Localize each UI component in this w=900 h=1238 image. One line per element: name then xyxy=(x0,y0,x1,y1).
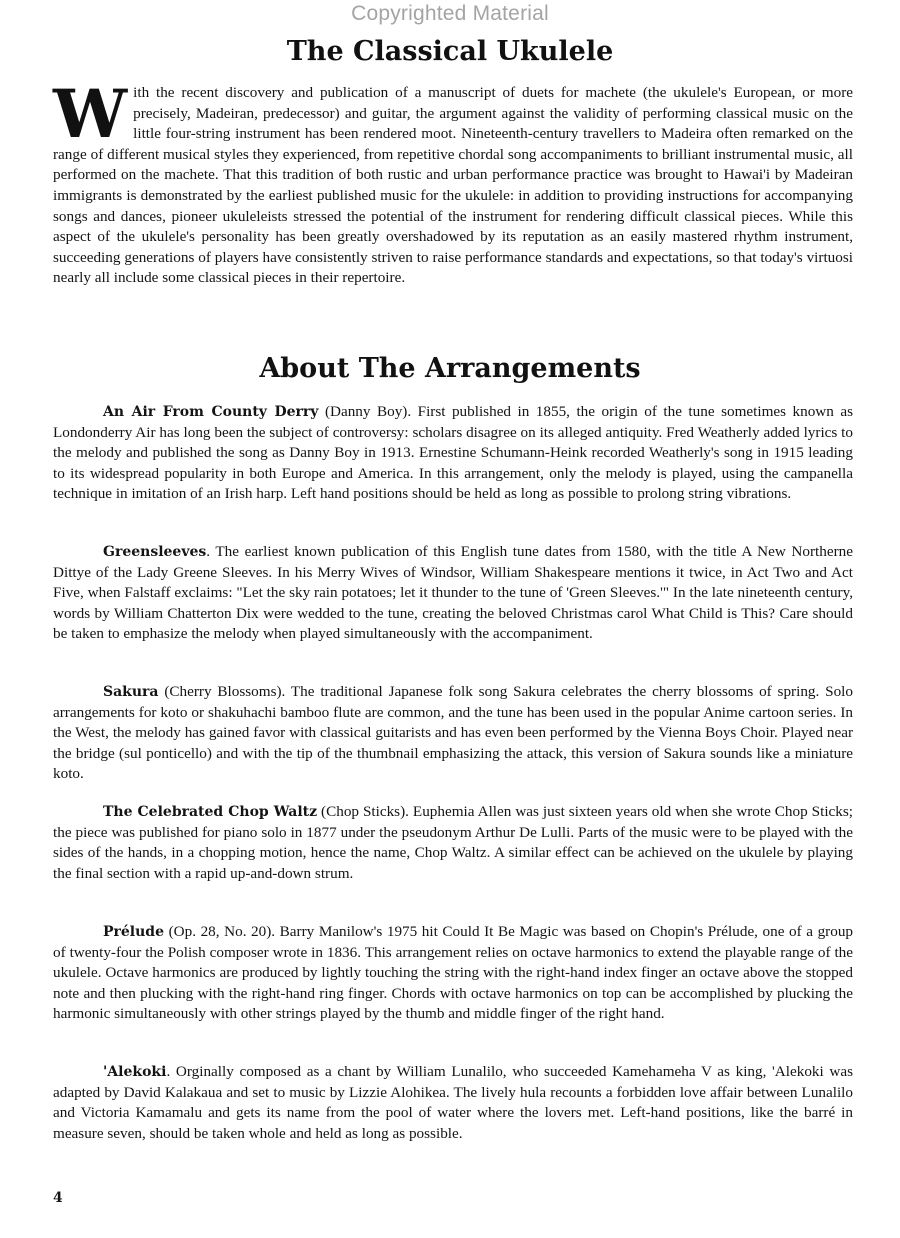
arrangement-text: (Op. 28, No. 20). Barry Manilow's 1975 hit Could It Be Magic was based on Chopin's Prélude, one of a group of twenty-four the Polish composer wrote in 1836. This arrangement relies on octave harmonics to extend the playable range of the ukulele. Octave harmonics are produced by lightly touching the string with the right-hand index finger an octave above the stopped note and then plucking with the right-hand ring finger. Chords with octave harmonics on top can be accomplished by plucking the harmonic simultaneously with other strings played by the thumb and middle finger of the right hand. xyxy=(53,923,854,1023)
arrangement-paragraph xyxy=(53,802,853,884)
arrangement-text: . The earliest known publication of this English tune dates from 1580, with the title A New Northerne Dittye of the Lady Greene Sleeves. In his Merry Wives of Windsor, William Shakespeare mentions it twice, in Act Two and Act Five, when Falstaff exclaims: "Let the sky rain potatoes; let it thunder to the tune of 'Green Sleeves.'" In the late nineteenth century, words by William Chatterton Dix were wedded to the tune, creating the beloved Christmas carol What Child is This? Care should be taken to emphasize the melody when played simultaneously with the accompaniment. xyxy=(53,543,853,643)
arrangement-paragraph xyxy=(53,402,853,505)
arrangement-text: (Danny Boy). First published in 1855, the origin of the tune sometimes known as Londonderry Air has long been the subject of controversy: scholars disagree on its alleged antiquity. Fred Weatherly added lyrics to the melody and published the song as Danny Boy in 1913. Ernestine Schumann-Heink recorded Weatherly's song in 1915 leading to its widespread popularity in both Europe and America. In this arrangement, only the melody is played, using the campanella technique in imitation of an Irish harp. Left hand positions should be held as long as possible to prolong string vibrations. xyxy=(53,403,853,503)
arrangement-name: Greensleeves xyxy=(103,544,207,560)
arrangement-text: (Chop Sticks). Euphemia Allen was just sixteen years old when she wrote Chop Sticks; the piece was published for piano solo in 1877 under the pseudonym Arthur De Lulli. Parts of the music were to be played with the sides of the hands, in a chopping motion, hence the name, Chop Waltz. A similar effect can be achieved on the ukulele by playing the final section with a rapid up-and-down strum. xyxy=(53,803,853,882)
arrangement-paragraph xyxy=(53,922,853,1025)
drop-cap: W xyxy=(53,75,128,153)
arrangement-text: (Cherry Blossoms). The traditional Japanese folk song Sakura celebrates the cherry blossoms of spring. Solo arrangements for koto or shakuhachi bamboo flute are common, and the tune has been used in the popular Anime cartoon series. In the West, the melody has gained favor with classical guitarists and has even been performed by the Vienna Boys Choir. Played near the bridge (sul ponticello) and with the tip of the thumbnail emphasizing the attack, this version of Sakura sounds like a miniature koto. xyxy=(53,683,853,783)
arrangement-name: Prélude xyxy=(103,924,165,940)
copyright-watermark: Copyrighted Material xyxy=(351,2,549,25)
intro-paragraph xyxy=(53,75,853,289)
section-title-arrangements: About The Arrangements xyxy=(259,353,641,384)
arrangement-name: Sakura xyxy=(103,684,159,700)
arrangement-paragraph xyxy=(53,542,853,645)
arrangement-name: 'Alekoki xyxy=(103,1064,167,1080)
intro-text: ith the recent discovery and publication of a manuscript of duets for machete (the ukulele's European, or more precisely, Madeiran, predecessor) and guitar, the argument against the validity of performing classical music on the little four-string instrument has been rendered moot. Nineteenth-century travellers to Madeira often remarked on the range of different musical styles they experienced, from repetitive chordal song accompaniments to brilliant instrumental music, all performed on the machete. That this tradition of both rustic and urban performance practice was brought to Hawai'i by Madeiran immigrants is demonstrated by the earliest published music for the ukulele: in addition to providing instructions for accompanying songs and dances, pioneer ukuleleists stressed the potential of the instrument for rendering difficult classical pieces. While this aspect of the ukulele's personality has been greatly overshadowed by its reputation as an easily mastered rhythm instrument, succeeding generations of players have consistently striven to raise performance standards and expectations, so that today's virtuosi nearly all include some classical pieces in their repertoire. xyxy=(53,84,853,287)
arrangement-paragraph xyxy=(53,1062,853,1144)
arrangement-name: The Celebrated Chop Waltz xyxy=(103,804,318,820)
section-title-classical-ukulele: The Classical Ukulele xyxy=(286,36,614,67)
arrangement-paragraph xyxy=(53,682,853,785)
arrangement-name: An Air From County Derry xyxy=(103,404,319,420)
page-number: 4 xyxy=(53,1190,63,1206)
arrangement-text: . Orginally composed as a chant by William Lunalilo, who succeeded Kamehameha V as king, 'Alekoki was adapted by David Kalakaua and set to music by Lizzie Alohikea. The lively hula recounts a forbidden love affair between Lunalilo and Victoria Kamamalu and gets its name from the pool of water where the lovers met. Left-hand positions, like the barré in measure seven, should be taken whole and held as long as possible. xyxy=(53,1063,853,1142)
